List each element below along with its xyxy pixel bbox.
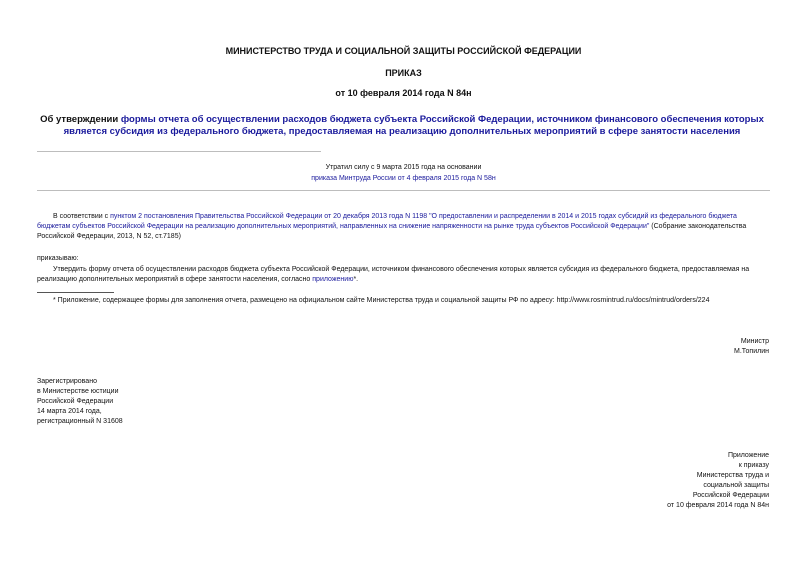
doc-type-heading: ПРИКАЗ — [385, 68, 422, 78]
appendix-block — [667, 451, 769, 511]
order-word: приказываю: — [37, 255, 79, 262]
lapse-notice: Утратил силу с 9 марта 2015 года на основании — [325, 164, 482, 171]
title-prefix: Об утверждении — [40, 114, 121, 125]
appendix-line: Российской Федерации — [692, 492, 769, 499]
appendix-link[interactable]: приложению — [312, 276, 354, 283]
order-text: Утвердить форму отчета об осуществлении расходов бюджета субъекта Российской Федерации, источником финансового обеспечения которых является субсидия из федерального бюджета, предоставляемая на реализацию дополнительных мероприятий в сфере занятости населения, согласно — [37, 266, 750, 283]
preamble-paragraph — [37, 212, 769, 242]
lapse-divider — [37, 190, 770, 191]
registration-line: Российской Федерации — [37, 398, 114, 405]
lapse-link[interactable]: приказа Минтруда России от 4 февраля 2015 года N 58н — [311, 175, 496, 182]
footnote-divider — [37, 292, 114, 293]
preamble-link[interactable]: пунктом 2 постановления Правительства Российской Федерации от 20 декабря 2013 года N 1198 "О предоставлении и распределении в 2014 и 2015 годах субсидий из федерального бюджета бюджетам субъектов Российской Федерации на реализацию дополнительных мероприятий, направленных на снижение напряженности на рынке труда субъектов Российской Федерации" — [37, 213, 737, 230]
registration-line: Зарегистрировано — [37, 378, 97, 385]
appendix-line: Министерства труда и — [696, 472, 769, 479]
registration-line: регистрационный N 31608 — [37, 418, 123, 425]
title-link[interactable]: формы отчета об осуществлении расходов бюджета субъекта Российской Федерации, источником финансового обеспечения которых является субсидия из федерального бюджета, предоставляемая на реализацию дополнительных мероприятий в сфере занятости населения — [63, 114, 764, 137]
order-text-end: *. — [353, 276, 359, 283]
signature-name: М.Топилин — [734, 348, 769, 355]
appendix-line: Приложение — [727, 452, 769, 459]
appendix-line: от 10 февраля 2014 года N 84н — [667, 502, 769, 509]
title-divider — [37, 151, 321, 152]
signature-position: Министр — [740, 338, 769, 345]
appendix-line: социальной защиты — [703, 482, 769, 489]
ministry-heading: МИНИСТЕРСТВО ТРУДА И СОЦИАЛЬНОЙ ЗАЩИТЫ РОССИЙСКОЙ ФЕДЕРАЦИИ — [225, 46, 582, 56]
doc-date-number: от 10 февраля 2014 года N 84н — [335, 88, 472, 98]
footnote: * Приложение, содержащее формы для заполнения отчета, размещено на официальном сайте Министерства труда и социальной защиты РФ по адресу: http://www.rosmintrud.ru/docs/mintrud/orders/224 — [53, 297, 710, 304]
registration-block — [37, 377, 123, 427]
document-title — [34, 114, 770, 138]
registration-line: в Министерстве юстиции — [37, 388, 119, 395]
registration-line: 14 марта 2014 года, — [37, 408, 102, 415]
preamble-source: (Собрание законодательства Российской Федерации, 2013, N 52, ст.7185) — [37, 223, 747, 240]
preamble-text: В соответствии с — [53, 213, 111, 220]
order-paragraph — [37, 265, 769, 285]
appendix-line: к приказу — [738, 462, 769, 469]
